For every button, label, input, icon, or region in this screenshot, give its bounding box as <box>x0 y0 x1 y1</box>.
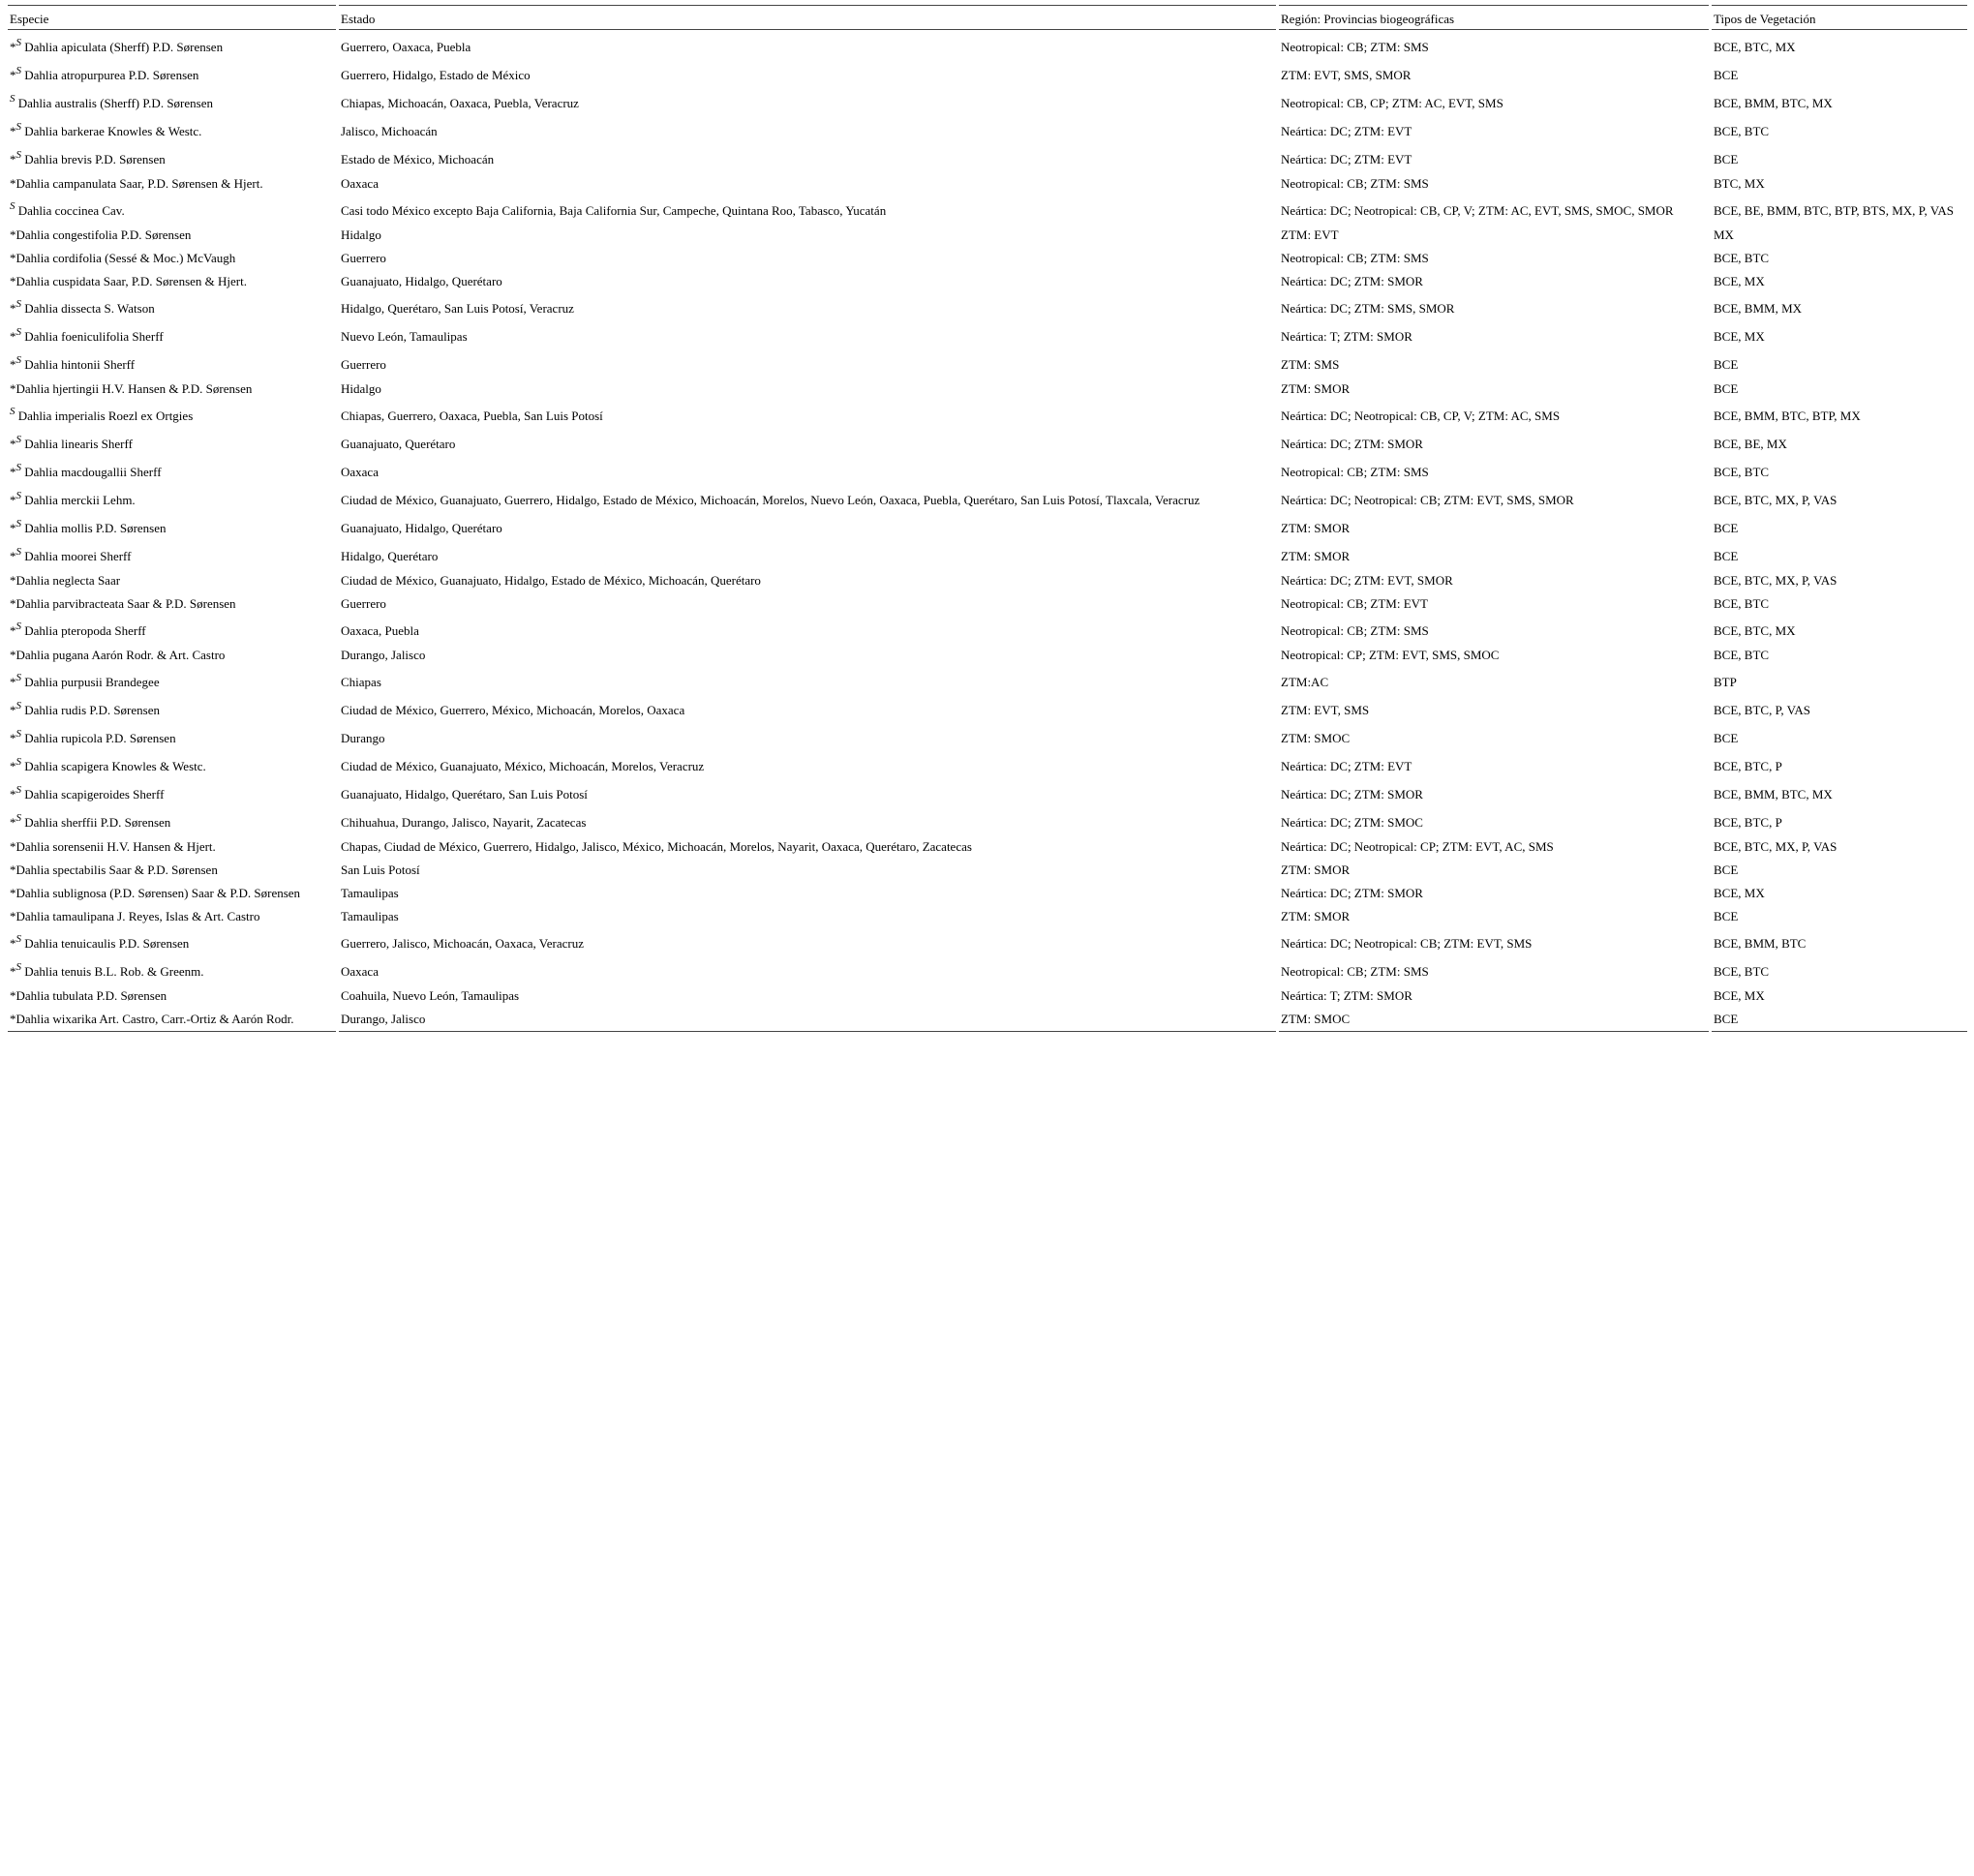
cell-region: Neártica: DC; ZTM: SMS, SMOR <box>1281 301 1455 316</box>
cell-vegetacion: BCE, BTC <box>1714 465 1770 479</box>
header-row <box>8 5 1967 30</box>
cell-region: ZTM: EVT <box>1281 227 1339 242</box>
cell-especie <box>8 644 336 667</box>
cell-estado: Chiapas <box>341 675 381 689</box>
cell-especie <box>8 928 336 956</box>
cell-region: Neártica: DC; ZTM: SMOR <box>1281 437 1423 451</box>
cell-region: Neártica: DC; ZTM: EVT, SMOR <box>1281 573 1453 588</box>
cell-estado: Guerrero, Hidalgo, Estado de México <box>341 68 531 82</box>
cell-especie <box>8 293 336 321</box>
cell-especie <box>8 984 336 1008</box>
status-superscript: S <box>15 728 21 740</box>
cell-vegetacion: BCE, BTC, P <box>1714 759 1782 773</box>
cell-region: Neotropical: CP; ZTM: EVT, SMS, SMOC <box>1281 648 1500 662</box>
endemic-marker: * <box>10 68 16 82</box>
species-name: Dahlia mollis P.D. Sørensen <box>24 521 167 535</box>
cell-estado: Durango, Jalisco <box>341 648 426 662</box>
cell-estado: Tamaulipas <box>341 886 399 900</box>
cell-vegetacion: BCE <box>1714 68 1739 82</box>
cell-estado: Hidalgo, Querétaro <box>341 549 439 563</box>
cell-especie <box>8 695 336 723</box>
cell-region: Neotropical: CB; ZTM: SMS <box>1281 251 1429 265</box>
cell-region: Neártica: DC; Neotropical: CP; ZTM: EVT, AC, SMS <box>1281 839 1554 854</box>
cell-region: ZTM: SMOR <box>1281 862 1351 877</box>
cell-estado: Oaxaca <box>341 964 379 979</box>
status-superscript: S <box>15 354 21 366</box>
cell-estado: Ciudad de México, Guanajuato, México, Michoacán, Morelos, Veracruz <box>341 759 705 773</box>
table-row <box>8 905 1967 928</box>
cell-vegetacion: BCE <box>1714 731 1739 745</box>
cell-region: Neártica: DC; Neotropical: CB, CP, V; ZTM: AC, SMS <box>1281 408 1561 423</box>
cell-estado: Guanajuato, Hidalgo, Querétaro <box>341 521 502 535</box>
table-row <box>8 30 1967 60</box>
cell-vegetacion: BCE, BTC <box>1714 124 1770 138</box>
cell-estado: Hidalgo <box>341 227 381 242</box>
species-name: Dahlia tenuis B.L. Rob. & Greenm. <box>24 964 204 979</box>
species-name: Dahlia hintonii Sherff <box>24 357 136 372</box>
species-name: Dahlia barkerae Knowles & Westc. <box>24 124 202 138</box>
endemic-marker: * <box>10 329 16 344</box>
cell-vegetacion: BCE <box>1714 521 1739 535</box>
cell-region: Neotropical: CB; ZTM: SMS <box>1281 40 1429 54</box>
table-row <box>8 270 1967 293</box>
endemic-marker: * <box>10 623 16 638</box>
table-row <box>8 247 1967 270</box>
table-row <box>8 592 1967 616</box>
endemic-marker: * <box>10 909 16 923</box>
endemic-marker: * <box>10 274 16 288</box>
endemic-marker: * <box>10 815 16 830</box>
species-name: Dahlia purpusii Brandegee <box>24 675 160 689</box>
table-row <box>8 695 1967 723</box>
status-superscript: S <box>15 933 21 945</box>
status-superscript: S <box>15 672 21 683</box>
cell-region: ZTM: EVT, SMS, SMOR <box>1281 68 1412 82</box>
status-superscript: S <box>15 546 21 558</box>
species-name: Dahlia scapigeroides Sherff <box>24 787 165 802</box>
cell-region: Neártica: DC; Neotropical: CB; ZTM: EVT, SMS <box>1281 936 1533 951</box>
table-row <box>8 956 1967 984</box>
table-row <box>8 513 1967 541</box>
status-superscript: S <box>15 961 21 973</box>
table-header <box>8 5 1967 30</box>
cell-estado: Guerrero <box>341 251 386 265</box>
species-name: Dahlia parvibracteata Saar & P.D. Sørensen <box>15 596 236 611</box>
status-superscript: S <box>15 490 21 501</box>
status-superscript: S <box>15 37 21 48</box>
cell-estado: Hidalgo, Querétaro, San Luis Potosí, Veracruz <box>341 301 574 316</box>
cell-estado: Coahuila, Nuevo León, Tamaulipas <box>341 988 520 1003</box>
table-row <box>8 88 1967 116</box>
endemic-marker: * <box>10 301 16 316</box>
endemic-marker: * <box>10 124 16 138</box>
cell-vegetacion: MX <box>1714 227 1734 242</box>
species-name: Dahlia coccinea Cav. <box>17 203 125 218</box>
cell-region: ZTM: EVT, SMS <box>1281 703 1370 717</box>
endemic-marker: * <box>10 988 16 1003</box>
cell-estado: Jalisco, Michoacán <box>341 124 438 138</box>
table-body <box>8 30 1967 1032</box>
cell-vegetacion: BCE, BTC <box>1714 964 1770 979</box>
cell-region: Neártica: DC; Neotropical: CB, CP, V; ZTM: AC, EVT, SMS, SMOC, SMOR <box>1281 203 1674 218</box>
cell-vegetacion: BCE, BMM, BTC, MX <box>1714 96 1833 110</box>
species-name: Dahlia rudis P.D. Sørensen <box>24 703 160 717</box>
species-name: Dahlia atropurpurea P.D. Sørensen <box>24 68 199 82</box>
species-name: Dahlia moorei Sherff <box>24 549 132 563</box>
endemic-marker: * <box>10 964 16 979</box>
status-superscript: S <box>10 406 15 417</box>
cell-vegetacion: BCE <box>1714 357 1739 372</box>
status-superscript: S <box>10 200 15 212</box>
cell-vegetacion: BCE, BMM, MX <box>1714 301 1803 316</box>
endemic-marker: * <box>10 357 16 372</box>
table-row <box>8 196 1967 224</box>
species-name: Dahlia neglecta Saar <box>15 573 121 588</box>
table-row <box>8 644 1967 667</box>
cell-vegetacion: BCE, BTC, MX <box>1714 40 1796 54</box>
species-name: Dahlia apiculata (Sherff) P.D. Sørensen <box>24 40 224 54</box>
table-row <box>8 835 1967 859</box>
species-name: Dahlia merckii Lehm. <box>24 493 136 507</box>
table-row <box>8 457 1967 485</box>
species-name: Dahlia sublignosa (P.D. Sørensen) Saar & P.D. Sørensen <box>15 886 301 900</box>
cell-estado: Oaxaca <box>341 465 379 479</box>
cell-estado: Chapas, Ciudad de México, Guerrero, Hidalgo, Jalisco, México, Michoacán, Morelos, Nayarit, Oaxaca, Querétaro, Zacatecas <box>341 839 972 854</box>
species-name: Dahlia linearis Sherff <box>24 437 133 451</box>
cell-region: Neártica: DC; ZTM: SMOR <box>1281 886 1423 900</box>
cell-especie <box>8 349 336 378</box>
species-name: Dahlia tamaulipana J. Reyes, Islas & Art. Castro <box>15 909 260 923</box>
cell-region: Neotropical: CB; ZTM: SMS <box>1281 176 1429 191</box>
status-superscript: S <box>15 121 21 133</box>
table-row <box>8 928 1967 956</box>
cell-especie <box>8 321 336 349</box>
table-row <box>8 144 1967 172</box>
endemic-marker: * <box>10 549 16 563</box>
table-row <box>8 349 1967 378</box>
cell-estado: Durango, Jalisco <box>339 1008 1276 1032</box>
species-table <box>5 5 1970 1032</box>
cell-especie <box>8 859 336 882</box>
table-row <box>8 616 1967 644</box>
cell-vegetacion: BCE <box>1714 152 1739 166</box>
species-name: Dahlia foeniculifolia Sherff <box>24 329 164 344</box>
cell-estado: Chihuahua, Durango, Jalisco, Nayarit, Zacatecas <box>341 815 587 830</box>
species-name: Dahlia wixarika Art. Castro, Carr.-Ortiz & Aarón Rodr. <box>15 1012 294 1026</box>
status-superscript: S <box>15 149 21 161</box>
endemic-marker: * <box>10 152 16 166</box>
cell-especie <box>8 751 336 779</box>
cell-estado: Tamaulipas <box>341 909 399 923</box>
species-name: Dahlia pteropoda Sherff <box>24 623 146 638</box>
endemic-marker: * <box>10 675 16 689</box>
header-vegetacion: Tipos de Vegetación <box>1712 5 1967 30</box>
endemic-marker: * <box>10 886 16 900</box>
endemic-marker: * <box>10 862 16 877</box>
cell-vegetacion: BCE, MX <box>1714 886 1765 900</box>
cell-vegetacion: BCE, BE, MX <box>1714 437 1787 451</box>
cell-especie <box>8 378 336 401</box>
cell-vegetacion: BTC, MX <box>1714 176 1765 191</box>
table-row <box>8 401 1967 429</box>
cell-estado: Oaxaca, Puebla <box>341 623 419 638</box>
cell-estado: Guanajuato, Hidalgo, Querétaro <box>341 274 502 288</box>
cell-region: ZTM: SMOC <box>1279 1008 1709 1032</box>
species-name: Dahlia scapigera Knowles & Westc. <box>24 759 206 773</box>
cell-region: Neártica: T; ZTM: SMOR <box>1281 329 1412 344</box>
cell-especie <box>8 172 336 196</box>
endemic-marker: * <box>10 437 16 451</box>
endemic-marker: * <box>10 936 16 951</box>
cell-region: ZTM: SMS <box>1281 357 1340 372</box>
cell-especie <box>8 88 336 116</box>
cell-vegetacion: BCE, BMM, BTC, BTP, MX <box>1714 408 1861 423</box>
table-row <box>8 1008 1967 1032</box>
cell-especie <box>8 616 336 644</box>
status-superscript: S <box>15 326 21 338</box>
cell-estado: San Luis Potosí <box>341 862 420 877</box>
cell-estado: Chiapas, Michoacán, Oaxaca, Puebla, Veracruz <box>341 96 579 110</box>
table-row <box>8 429 1967 457</box>
species-name: Dahlia spectabilis Saar & P.D. Sørensen <box>15 862 218 877</box>
table-row <box>8 541 1967 569</box>
cell-vegetacion: BCE, MX <box>1714 329 1765 344</box>
cell-estado: Durango <box>341 731 385 745</box>
status-superscript: S <box>15 756 21 768</box>
endemic-marker: * <box>10 227 16 242</box>
species-name: Dahlia imperialis Roezl ex Ortgies <box>17 408 194 423</box>
cell-estado: Oaxaca <box>341 176 379 191</box>
cell-especie <box>8 541 336 569</box>
cell-estado: Guanajuato, Hidalgo, Querétaro, San Luis Potosí <box>341 787 588 802</box>
cell-especie <box>8 60 336 88</box>
endemic-marker: * <box>10 1012 16 1026</box>
table-row <box>8 882 1967 905</box>
endemic-marker: * <box>10 251 16 265</box>
status-superscript: S <box>15 784 21 796</box>
cell-especie <box>8 144 336 172</box>
status-superscript: S <box>15 462 21 473</box>
cell-estado: Ciudad de México, Guerrero, México, Michoacán, Morelos, Oaxaca <box>341 703 685 717</box>
cell-vegetacion: BTP <box>1714 675 1737 689</box>
table-row <box>8 485 1967 513</box>
cell-estado: Guerrero <box>341 357 386 372</box>
cell-especie <box>8 270 336 293</box>
cell-especie <box>8 569 336 592</box>
cell-estado: Guerrero <box>341 596 386 611</box>
table-row <box>8 293 1967 321</box>
cell-especie <box>8 1008 336 1032</box>
cell-vegetacion: BCE, BTC, P <box>1714 815 1782 830</box>
cell-region: Neártica: DC; ZTM: SMOR <box>1281 787 1423 802</box>
table-row <box>8 378 1967 401</box>
cell-region: Neotropical: CB; ZTM: SMS <box>1281 623 1429 638</box>
cell-especie <box>8 905 336 928</box>
table-row <box>8 779 1967 807</box>
cell-especie <box>8 723 336 751</box>
species-name: Dahlia australis (Sherff) P.D. Sørensen <box>17 96 213 110</box>
species-name: Dahlia congestifolia P.D. Sørensen <box>15 227 192 242</box>
table-row <box>8 984 1967 1008</box>
cell-estado: Guanajuato, Querétaro <box>341 437 456 451</box>
species-name: Dahlia macdougallii Sherff <box>24 465 162 479</box>
species-name: Dahlia campanulata Saar, P.D. Sørensen & Hjert. <box>15 176 263 191</box>
endemic-marker: * <box>10 759 16 773</box>
cell-vegetacion: BCE, BTC, MX <box>1714 623 1796 638</box>
cell-especie <box>8 30 336 60</box>
cell-especie <box>8 224 336 247</box>
cell-especie <box>8 779 336 807</box>
status-superscript: S <box>15 700 21 711</box>
cell-especie <box>8 401 336 429</box>
cell-estado: Ciudad de México, Guanajuato, Hidalgo, Estado de México, Michoacán, Querétaro <box>341 573 761 588</box>
header-region: Región: Provincias biogeográficas <box>1279 5 1709 30</box>
table-row <box>8 723 1967 751</box>
species-name: Dahlia dissecta S. Watson <box>24 301 155 316</box>
cell-especie <box>8 667 336 695</box>
status-superscript: S <box>15 65 21 76</box>
table-row <box>8 116 1967 144</box>
table-row <box>8 321 1967 349</box>
cell-vegetacion: BCE <box>1714 862 1739 877</box>
cell-vegetacion: BCE, MX <box>1714 274 1765 288</box>
status-superscript: S <box>10 93 15 105</box>
cell-especie <box>8 592 336 616</box>
cell-region: ZTM: SMOR <box>1281 521 1351 535</box>
status-superscript: S <box>15 812 21 824</box>
cell-region: Neártica: DC; ZTM: EVT <box>1281 124 1412 138</box>
status-superscript: S <box>15 620 21 632</box>
cell-vegetacion: BCE, BE, BMM, BTC, BTP, BTS, MX, P, VAS <box>1714 203 1955 218</box>
cell-vegetacion: BCE, BTC, MX, P, VAS <box>1714 839 1837 854</box>
cell-region: Neotropical: CB; ZTM: EVT <box>1281 596 1429 611</box>
cell-especie <box>8 882 336 905</box>
endemic-marker: * <box>10 176 16 191</box>
cell-especie <box>8 457 336 485</box>
cell-region: ZTM: SMOR <box>1281 909 1351 923</box>
cell-region: Neártica: DC; ZTM: SMOR <box>1281 274 1423 288</box>
cell-especie <box>8 429 336 457</box>
species-name: Dahlia tubulata P.D. Sørensen <box>15 988 167 1003</box>
cell-vegetacion: BCE, BMM, BTC <box>1714 936 1807 951</box>
endemic-marker: * <box>10 839 16 854</box>
cell-region: Neotropical: CB; ZTM: SMS <box>1281 964 1429 979</box>
cell-estado: Guerrero, Jalisco, Michoacán, Oaxaca, Veracruz <box>341 936 584 951</box>
cell-vegetacion: BCE, BTC <box>1714 648 1770 662</box>
cell-vegetacion: BCE, BTC, MX, P, VAS <box>1714 493 1837 507</box>
endemic-marker: * <box>10 381 16 396</box>
cell-vegetacion: BCE, BTC <box>1714 251 1770 265</box>
cell-region: ZTM: SMOR <box>1281 381 1351 396</box>
cell-estado: Guerrero, Oaxaca, Puebla <box>341 40 471 54</box>
species-name: Dahlia cordifolia (Sessé & Moc.) McVaugh <box>15 251 236 265</box>
species-name: Dahlia sorensenii H.V. Hansen & Hjert. <box>15 839 216 854</box>
cell-especie <box>8 835 336 859</box>
table-row <box>8 667 1967 695</box>
endemic-marker: * <box>10 787 16 802</box>
cell-estado: Estado de México, Michoacán <box>341 152 495 166</box>
header-estado: Estado <box>339 5 1276 30</box>
status-superscript: S <box>15 434 21 445</box>
status-superscript: S <box>15 298 21 310</box>
table-row <box>8 751 1967 779</box>
cell-especie <box>8 956 336 984</box>
cell-region: Neártica: T; ZTM: SMOR <box>1281 988 1412 1003</box>
endemic-marker: * <box>10 573 16 588</box>
cell-region: Neártica: DC; Neotropical: CB; ZTM: EVT, SMS, SMOR <box>1281 493 1574 507</box>
cell-vegetacion: BCE <box>1714 381 1739 396</box>
cell-region: Neotropical: CB; ZTM: SMS <box>1281 465 1429 479</box>
cell-vegetacion: BCE, BTC, P, VAS <box>1714 703 1810 717</box>
cell-estado: Nuevo León, Tamaulipas <box>341 329 468 344</box>
header-especie: Especie <box>8 5 336 30</box>
cell-vegetacion: BCE, BTC, MX, P, VAS <box>1714 573 1837 588</box>
table-row <box>8 172 1967 196</box>
cell-region: ZTM: SMOR <box>1281 549 1351 563</box>
table-row <box>8 859 1967 882</box>
table-row <box>8 807 1967 835</box>
endemic-marker: * <box>10 703 16 717</box>
species-name: Dahlia tenuicaulis P.D. Sørensen <box>24 936 190 951</box>
cell-region: ZTM: SMOC <box>1281 731 1351 745</box>
cell-vegetacion: BCE, MX <box>1714 988 1765 1003</box>
endemic-marker: * <box>10 493 16 507</box>
cell-estado: Hidalgo <box>341 381 381 396</box>
cell-vegetacion: BCE, BMM, BTC, MX <box>1714 787 1833 802</box>
cell-region: Neártica: DC; ZTM: EVT <box>1281 759 1412 773</box>
cell-region: ZTM:AC <box>1281 675 1329 689</box>
endemic-marker: * <box>10 648 16 662</box>
cell-vegetacion: BCE <box>1712 1008 1967 1032</box>
table-row <box>8 569 1967 592</box>
cell-vegetacion: BCE <box>1714 549 1739 563</box>
species-name: Dahlia rupicola P.D. Sørensen <box>24 731 176 745</box>
table-row <box>8 224 1967 247</box>
cell-estado: Chiapas, Guerrero, Oaxaca, Puebla, San Luis Potosí <box>341 408 603 423</box>
status-superscript: S <box>15 518 21 530</box>
species-name: Dahlia pugana Aarón Rodr. & Art. Castro <box>15 648 226 662</box>
table-row <box>8 60 1967 88</box>
endemic-marker: * <box>10 596 16 611</box>
cell-region: Neártica: DC; ZTM: EVT <box>1281 152 1412 166</box>
species-name: Dahlia hjertingii H.V. Hansen & P.D. Sørensen <box>15 381 253 396</box>
cell-estado: Ciudad de México, Guanajuato, Guerrero, Hidalgo, Estado de México, Michoacán, Morelos, Nuevo León, Oaxaca, Puebla, Querétaro, San Luis Potosí, Tlaxcala, Veracruz <box>341 493 1200 507</box>
cell-region: Neártica: DC; ZTM: SMOC <box>1281 815 1423 830</box>
cell-estado: Casi todo México excepto Baja California, Baja California Sur, Campeche, Quintana Roo, Tabasco, Yucatán <box>341 203 887 218</box>
cell-region: Neotropical: CB, CP; ZTM: AC, EVT, SMS <box>1281 96 1503 110</box>
species-name: Dahlia sherffii P.D. Sørensen <box>24 815 171 830</box>
species-name: Dahlia cuspidata Saar, P.D. Sørensen & Hjert. <box>15 274 247 288</box>
cell-especie <box>8 196 336 224</box>
cell-especie <box>8 247 336 270</box>
species-name: Dahlia brevis P.D. Sørensen <box>24 152 166 166</box>
cell-especie <box>8 513 336 541</box>
cell-vegetacion: BCE <box>1714 909 1739 923</box>
cell-vegetacion: BCE, BTC <box>1714 596 1770 611</box>
endemic-marker: * <box>10 521 16 535</box>
endemic-marker: * <box>10 465 16 479</box>
cell-especie <box>8 485 336 513</box>
endemic-marker: * <box>10 40 16 54</box>
endemic-marker: * <box>10 731 16 745</box>
cell-especie <box>8 807 336 835</box>
cell-especie <box>8 116 336 144</box>
